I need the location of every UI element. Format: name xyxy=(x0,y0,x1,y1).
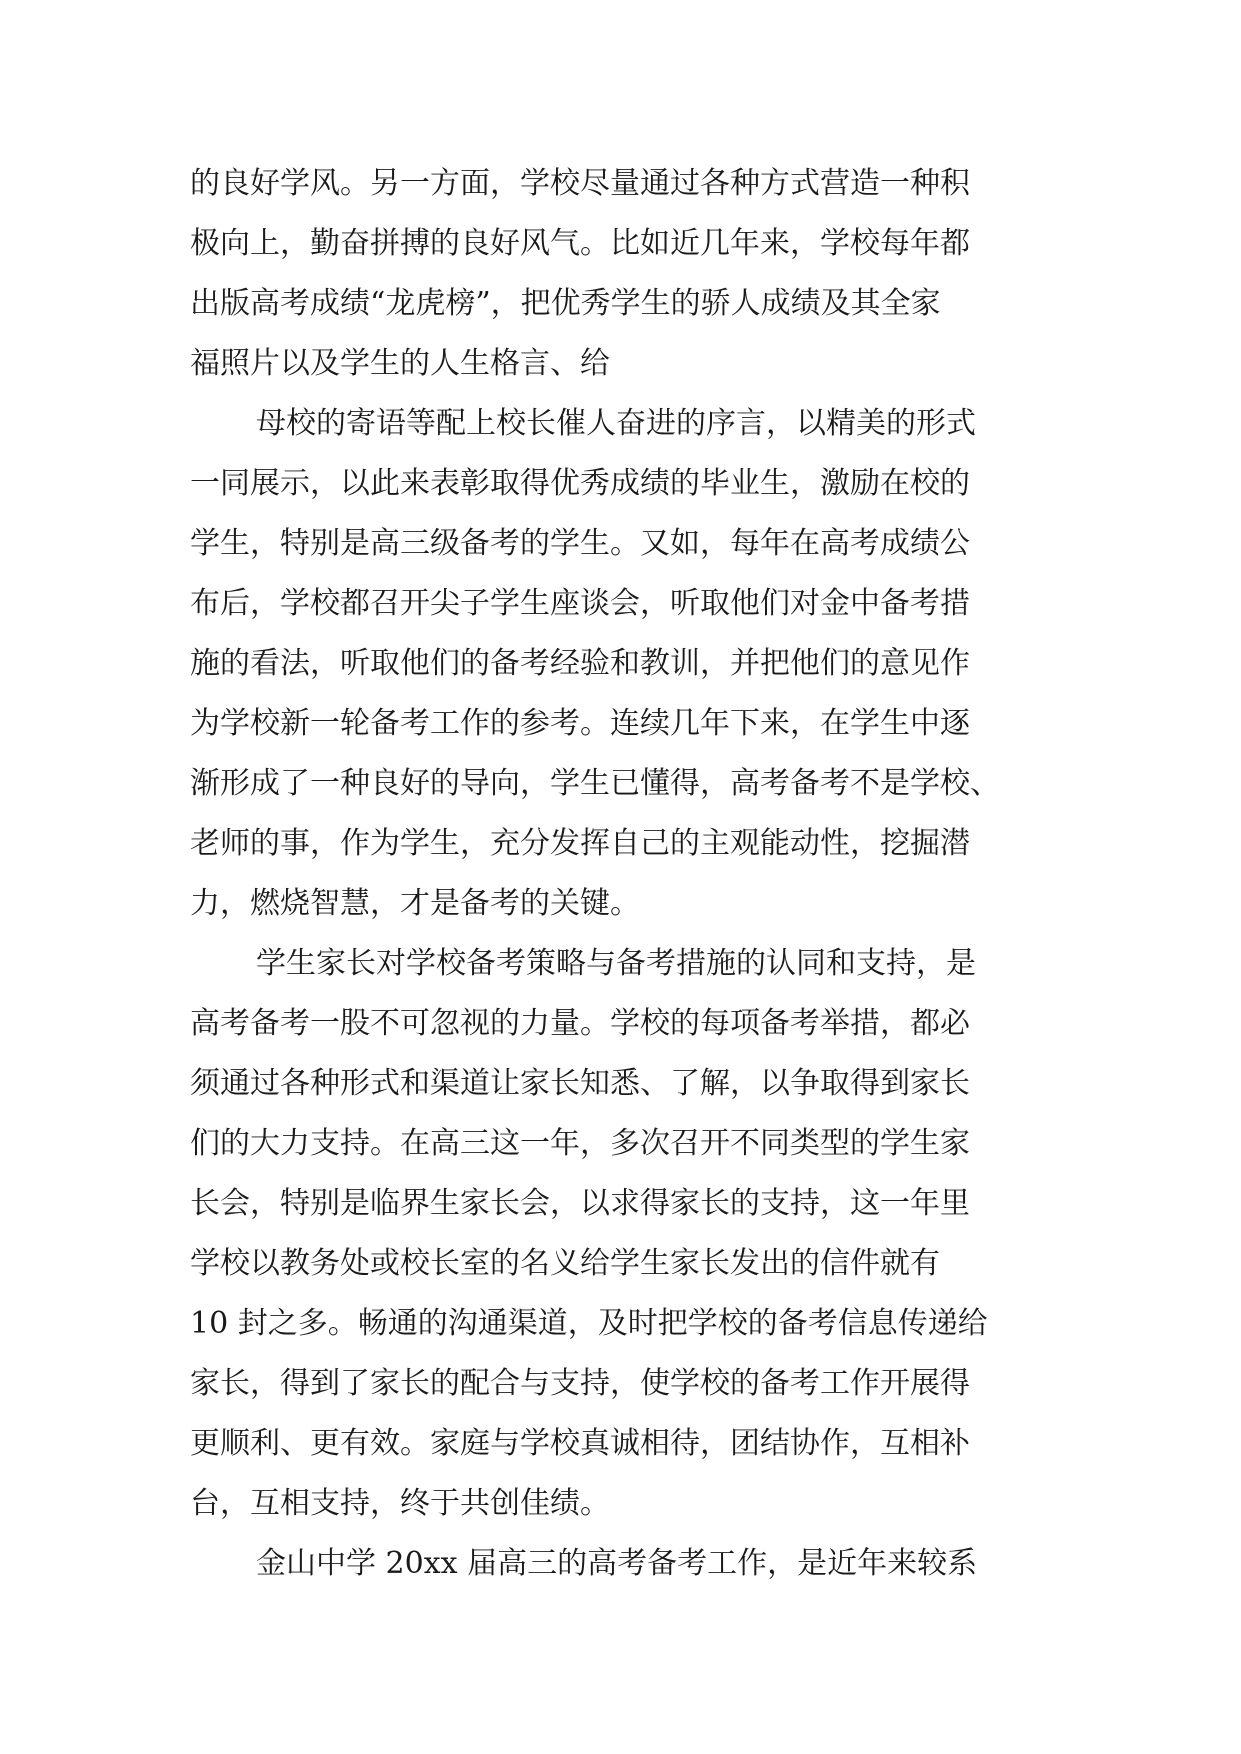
text-line: 的良好学风。另一方面，学校尽量通过各种方式营造一种积 xyxy=(190,166,970,201)
text-line: 母校的寄语等配上校长催人奋进的序言，以精美的形式 xyxy=(256,406,976,441)
text-line: 台，互相支持，终于共创佳绩。 xyxy=(190,1486,610,1521)
text-line: 金山中学 20xx 届高三的高考备考工作，是近年来较系 xyxy=(256,1546,978,1581)
text-line: 一同展示，以此来表彰取得优秀成绩的毕业生，激励在校的 xyxy=(190,466,970,501)
text-line: 施的看法，听取他们的备考经验和教训，并把他们的意见作 xyxy=(190,646,970,681)
text-line: 学生家长对学校备考策略与备考措施的认同和支持，是 xyxy=(256,946,976,981)
text-line: 长会，特别是临界生家长会，以求得家长的支持，这一年里 xyxy=(190,1186,970,1221)
text-line: 为学校新一轮备考工作的参考。连续几年下来，在学生中逐 xyxy=(190,706,970,741)
text-line: 老师的事，作为学生，充分发挥自己的主观能动性，挖掘潜 xyxy=(190,826,970,861)
text-line: 力，燃烧智慧，才是备考的关键。 xyxy=(190,886,640,921)
text-line: 家长，得到了家长的配合与支持，使学校的备考工作开展得 xyxy=(190,1366,970,1401)
text-line: 10 封之多。畅通的沟通渠道，及时把学校的备考信息传递给 xyxy=(190,1306,988,1341)
body-text xyxy=(190,154,1060,1594)
text-line: 布后，学校都召开尖子学生座谈会，听取他们对金中备考措 xyxy=(190,586,970,621)
text-line: 福照片以及学生的人生格言、给 xyxy=(190,346,610,381)
text-line: 学生，特别是高三级备考的学生。又如，每年在高考成绩公 xyxy=(190,526,970,561)
text-line: 们的大力支持。在高三这一年，多次召开不同类型的学生家 xyxy=(190,1126,970,1161)
text-line: 更顺利、更有效。家庭与学校真诚相待，团结协作，互相补 xyxy=(190,1426,970,1461)
text-line: 高考备考一股不可忽视的力量。学校的每项备考举措，都必 xyxy=(190,1006,970,1041)
text-line: 出版高考成绩“龙虎榜”，把优秀学生的骄人成绩及其全家 xyxy=(190,286,941,321)
text-line: 极向上，勤奋拼搏的良好风气。比如近几年来，学校每年都 xyxy=(190,226,970,261)
text-line: 渐形成了一种良好的导向，学生已懂得，高考备考不是学校、 xyxy=(190,766,1000,801)
text-line: 学校以教务处或校长室的名义给学生家长发出的信件就有 xyxy=(190,1246,940,1281)
text-line: 须通过各种形式和渠道让家长知悉、了解，以争取得到家长 xyxy=(190,1066,970,1101)
